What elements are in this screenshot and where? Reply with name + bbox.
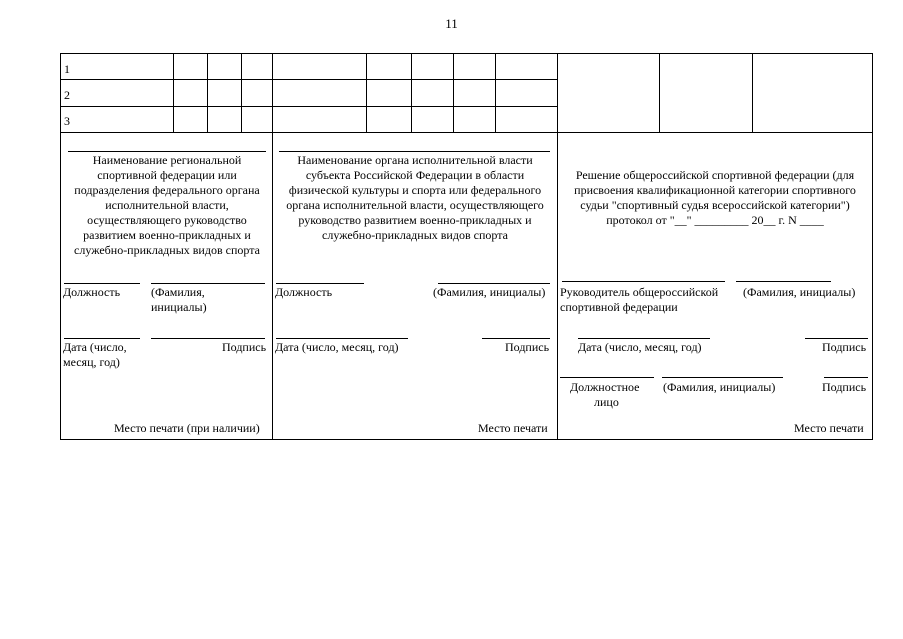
name-line [736,281,831,282]
official-line [560,377,654,378]
col-divider [659,53,660,132]
left-stamp-label: Место печати (при наличии) [114,421,260,435]
col-divider [241,53,242,132]
right-official-signature-label: Подпись [822,380,867,394]
official-name-line [662,377,783,378]
left-signature-label: Подпись [222,340,267,354]
org-name-line [68,151,266,152]
position-line [64,283,140,284]
decision-text: Решение общероссийской спортивной федерации (для присвоения квалификационной категории спортивного судьи "спортивный судья всероссийской категории") протокол от "__" _________ 20__ г. N ____ [574,168,856,227]
left-name-label-1: (Фамилия, [151,285,205,299]
row-divider [60,79,557,80]
row-number: 1 [64,62,70,76]
row-number: 3 [64,114,70,128]
middle-stamp-label: Место печати [478,421,548,435]
block-divider [272,53,273,440]
right-name-label: (Фамилия, инициалы) [743,285,856,299]
middle-date-label: Дата (число, месяц, год) [275,340,399,354]
row-divider [60,132,873,133]
date-line [578,338,710,339]
right-head-label-2: спортивной федерации [560,300,678,314]
middle-signature-label: Подпись [505,340,550,354]
right-stamp-label: Место печати [794,421,864,435]
right-date-label: Дата (число, месяц, год) [578,340,702,354]
right-official-label-2: лицо [594,395,619,409]
left-position-label: Должность [63,285,121,299]
left-date-label-2: месяц, год) [63,355,120,369]
row-divider [60,106,557,107]
right-head-label-1: Руководитель общероссийской [560,285,719,299]
date-line [64,338,140,339]
middle-position-label: Должность [275,285,333,299]
right-signature-label: Подпись [822,340,867,354]
row-number: 2 [64,88,70,102]
col-divider [411,53,412,132]
right-official-label-1: Должностное [570,380,640,394]
middle-name-label: (Фамилия, инициалы) [433,285,546,299]
name-line [438,283,550,284]
col-divider [495,53,496,132]
left-org-name: Наименование региональной спортивной федерации или подразделения федерального органа исполнительной власти, осуществляющего руководство развитием военно-прикладных и служебно-прикладных видов спорта [74,153,260,257]
name-line [151,283,265,284]
col-divider [173,53,174,132]
signature-line [151,338,265,339]
right-official-name-label: (Фамилия, инициалы) [663,380,776,394]
signature-line [805,338,868,339]
middle-org-name: Наименование органа исполнительной власти субъекта Российской Федерации в области физической культуры и спорта или федерального органа исполнительной власти, осуществляющего руководство развитием военно-прикладных и служебно-прикладных видов спорта [286,153,544,242]
col-divider [752,53,753,132]
official-signature-line [824,377,868,378]
left-name-label-2: инициалы) [151,300,207,314]
position-line [276,283,364,284]
signature-line [482,338,550,339]
head-line [562,281,725,282]
org-name-line [279,151,550,152]
col-divider [366,53,367,132]
col-divider [207,53,208,132]
col-divider [453,53,454,132]
block-divider [557,53,558,440]
page-number: 11 [445,16,458,31]
date-line [276,338,408,339]
left-date-label-1: Дата (число, [63,340,127,354]
